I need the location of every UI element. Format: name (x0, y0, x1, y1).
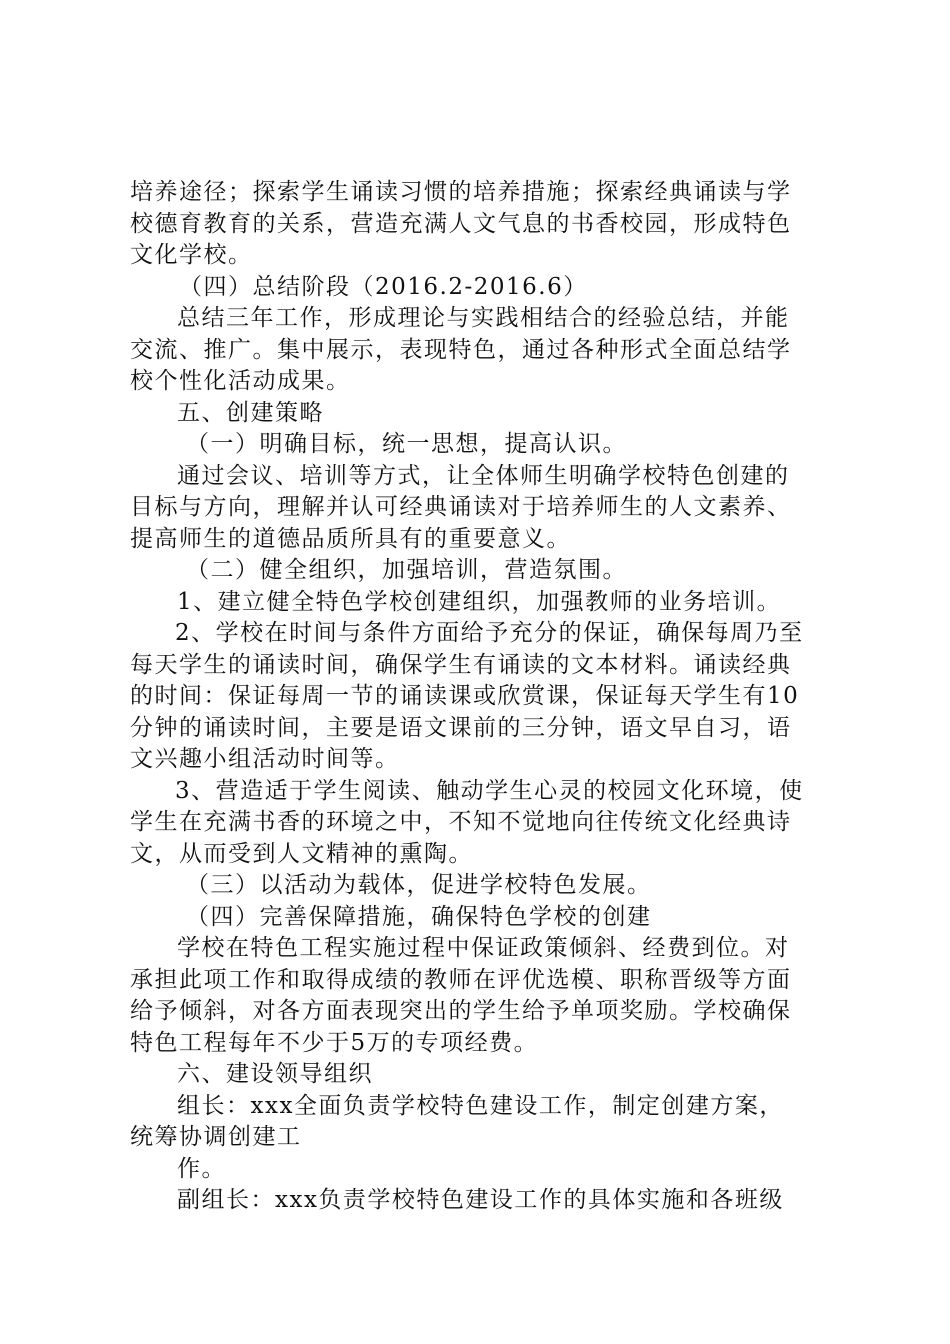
paragraph-line: 文兴趣小组活动时间等。 (130, 746, 400, 772)
paragraph-line: 给予倾斜，对各方面表现突出的学生给予单项奖励。学校确保 (130, 998, 792, 1024)
paragraph-line: 校个性化活动成果。 (130, 368, 351, 394)
paragraph-line: 组长：xxx全面负责学校特色建设工作，制定创建方案， (177, 1092, 784, 1119)
section-heading: （二）健全组织，加强培训，营造氛围。 (186, 557, 627, 583)
document-body (130, 177, 830, 1217)
paragraph-line: 通过会议、培训等方式，让全体师生明确学校特色创建的 (177, 462, 790, 489)
paragraph-line: 统筹协调创建工 (130, 1124, 302, 1150)
paragraph-line: 文化学校。 (130, 242, 253, 268)
paragraph-line: 学生在充满书香的环境之中，不知不觉地向往传统文化经典诗 (130, 809, 792, 835)
paragraph-line: 提高师生的道德品质所具有的重要意义。 (130, 525, 571, 552)
paragraph-line: 2、学校在时间与条件方面给予充分的保证，确保每周乃至 (175, 620, 804, 646)
paragraph-line: 特色工程每年不少于5万的专项经费。 (130, 1029, 539, 1056)
paragraph-line: 分钟的诵读时间，主要是语文课前的三分钟，语文早自习，语 (130, 714, 792, 741)
paragraph-line: 文，从而受到人文精神的熏陶。 (130, 840, 473, 867)
section-heading: （三）以活动为载体，促进学校特色发展。 (186, 872, 652, 898)
paragraph-line: 1、建立健全特色学校创建组织，加强教师的业务培训。 (177, 588, 782, 615)
section-heading: 五、创建策略 (177, 399, 324, 426)
paragraph-line: 校德育教育的关系，营造充满人文气息的书香校园，形成特色 (130, 210, 792, 237)
section-heading: 六、建设领导组织 (177, 1061, 373, 1087)
paragraph-line: 作。 (177, 1155, 226, 1182)
paragraph-line: 总结三年工作，形成理论与实践相结合的经验总结，并能 (177, 305, 790, 331)
paragraph-line: 目标与方向，理解并认可经典诵读对于培养师生的人文素养、 (130, 494, 792, 520)
section-heading: （一）明确目标，统一思想，提高认识。 (186, 431, 627, 457)
paragraph-line: 3、营造适于学生阅读、触动学生心灵的校园文化环境，使 (175, 777, 804, 804)
paragraph-line: 培养途径；探索学生诵读习惯的培养措施；探索经典诵读与学 (130, 179, 792, 205)
paragraph-line: 交流、推广。集中展示，表现特色，通过各种形式全面总结学 (130, 336, 792, 363)
section-heading: （四）完善保障措施，确保特色学校的创建 (186, 903, 652, 930)
paragraph-line: 副组长：xxx负责学校特色建设工作的具体实施和各班级 (177, 1187, 784, 1213)
paragraph-line: 每天学生的诵读时间，确保学生有诵读的文本材料。诵读经典 (130, 651, 792, 678)
paragraph-line: 的时间：保证每周一节的诵读课或欣赏课，保证每天学生有10 (130, 683, 800, 709)
paragraph-line: 承担此项工作和取得成绩的教师在评优选模、职称晋级等方面 (130, 966, 792, 993)
section-heading: （四）总结阶段（2016.2-2016.6） (179, 273, 588, 300)
paragraph-line: 学校在特色工程实施过程中保证政策倾斜、经费到位。对 (177, 935, 790, 961)
